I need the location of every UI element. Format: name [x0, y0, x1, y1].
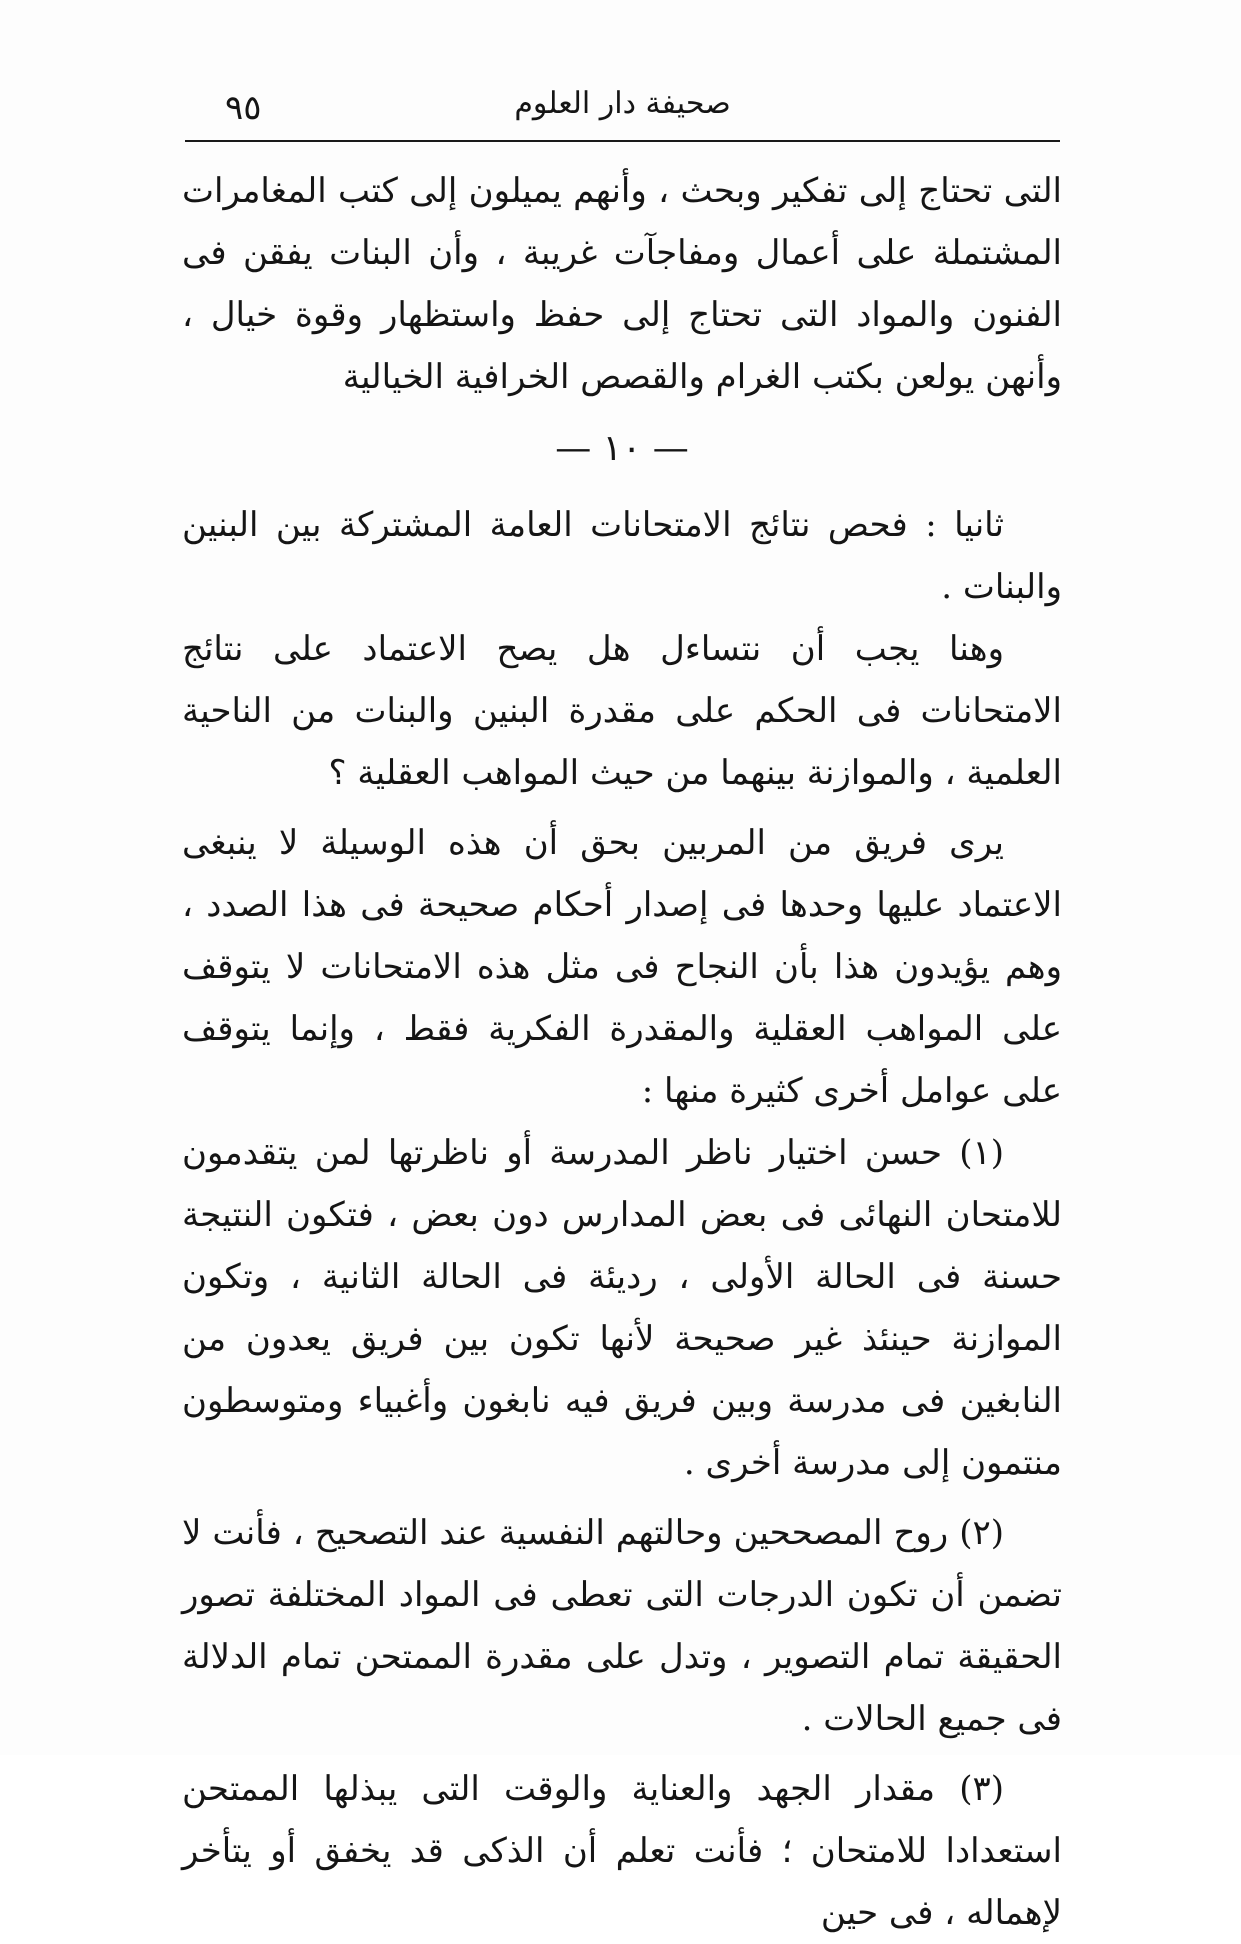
list-item-1: (١) حسن اختيار ناظر المدرسة أو ناظرتها لمن يتقدمون للامتحان النهائى فى بعض المدارس دون بعض ، فتكون النتيجة حسنة فى الحالة الأولى ، رديئة فى الحالة الثانية ، وتكون الموازنة حينئذ غير صحيحة لأنها تكون بين فريق يعدون من النابغين فى مدرسة وبين فريق فيه نابغون وأغبياء ومتوسطون منتمون إلى مدرسة أخرى .: [182, 1133, 1062, 1483]
body-text: [182, 160, 1062, 1944]
section-heading: ثانيا : فحص نتائج الامتحانات العامة المشتركة بين البنين والبنات .: [182, 505, 1062, 607]
header-rule: [185, 140, 1060, 142]
running-head: صحيفة دار العلوم: [514, 86, 731, 121]
list-item-2: (٢) روح المصححين وحالتهم النفسية عند التصحيح ، فأنت لا تضمن أن تكون الدرجات التى تعطى فى المواد المختلفة تصور الحقيقة تمام التصوير ، وتدل على مقدرة الممتحن تمام الدلالة فى جميع الحالات .: [182, 1513, 1062, 1739]
paragraph-1: التى تحتاج إلى تفكير وبحث ، وأنهم يميلون إلى كتب المغامرات المشتملة على أعمال ومفاجآت غريبة ، وأن البنات يفقن فى الفنون والمواد التى تحتاج إلى حفظ واستظهار وقوة خيال ، وأنهن يولعن بكتب الغرام والقصص الخرافية الخيالية: [182, 171, 1062, 397]
page-number: ٩٥: [225, 88, 262, 128]
paragraph-2: وهنا يجب أن نتساءل هل يصح الاعتماد على نتائج الامتحانات فى الحكم على مقدرة البنين والبنات من الناحية العلمية ، والموازنة بينهما من حيث المواهب العقلية ؟: [182, 629, 1062, 793]
page-header: [185, 80, 1060, 140]
list-item-3: (٣) مقدار الجهد والعناية والوقت التى يبذلها الممتحن استعدادا للامتحان ؛ فأنت تعلم أن الذكى قد يخفق أو يتأخر لإهماله ، فى حين: [182, 1769, 1062, 1933]
section-marker: — ١٠ —: [555, 428, 689, 469]
paragraph-3: يرى فريق من المربين بحق أن هذه الوسيلة لا ينبغى الاعتماد عليها وحدها فى إصدار أحكام صحيحة فى هذا الصدد ، وهم يؤيدون هذا بأن النجاح فى مثل هذه الامتحانات لا يتوقف على المواهب العقلية والمقدرة الفكرية فقط ، وإنما يتوقف على عوامل أخرى كثيرة منها :: [182, 823, 1062, 1111]
